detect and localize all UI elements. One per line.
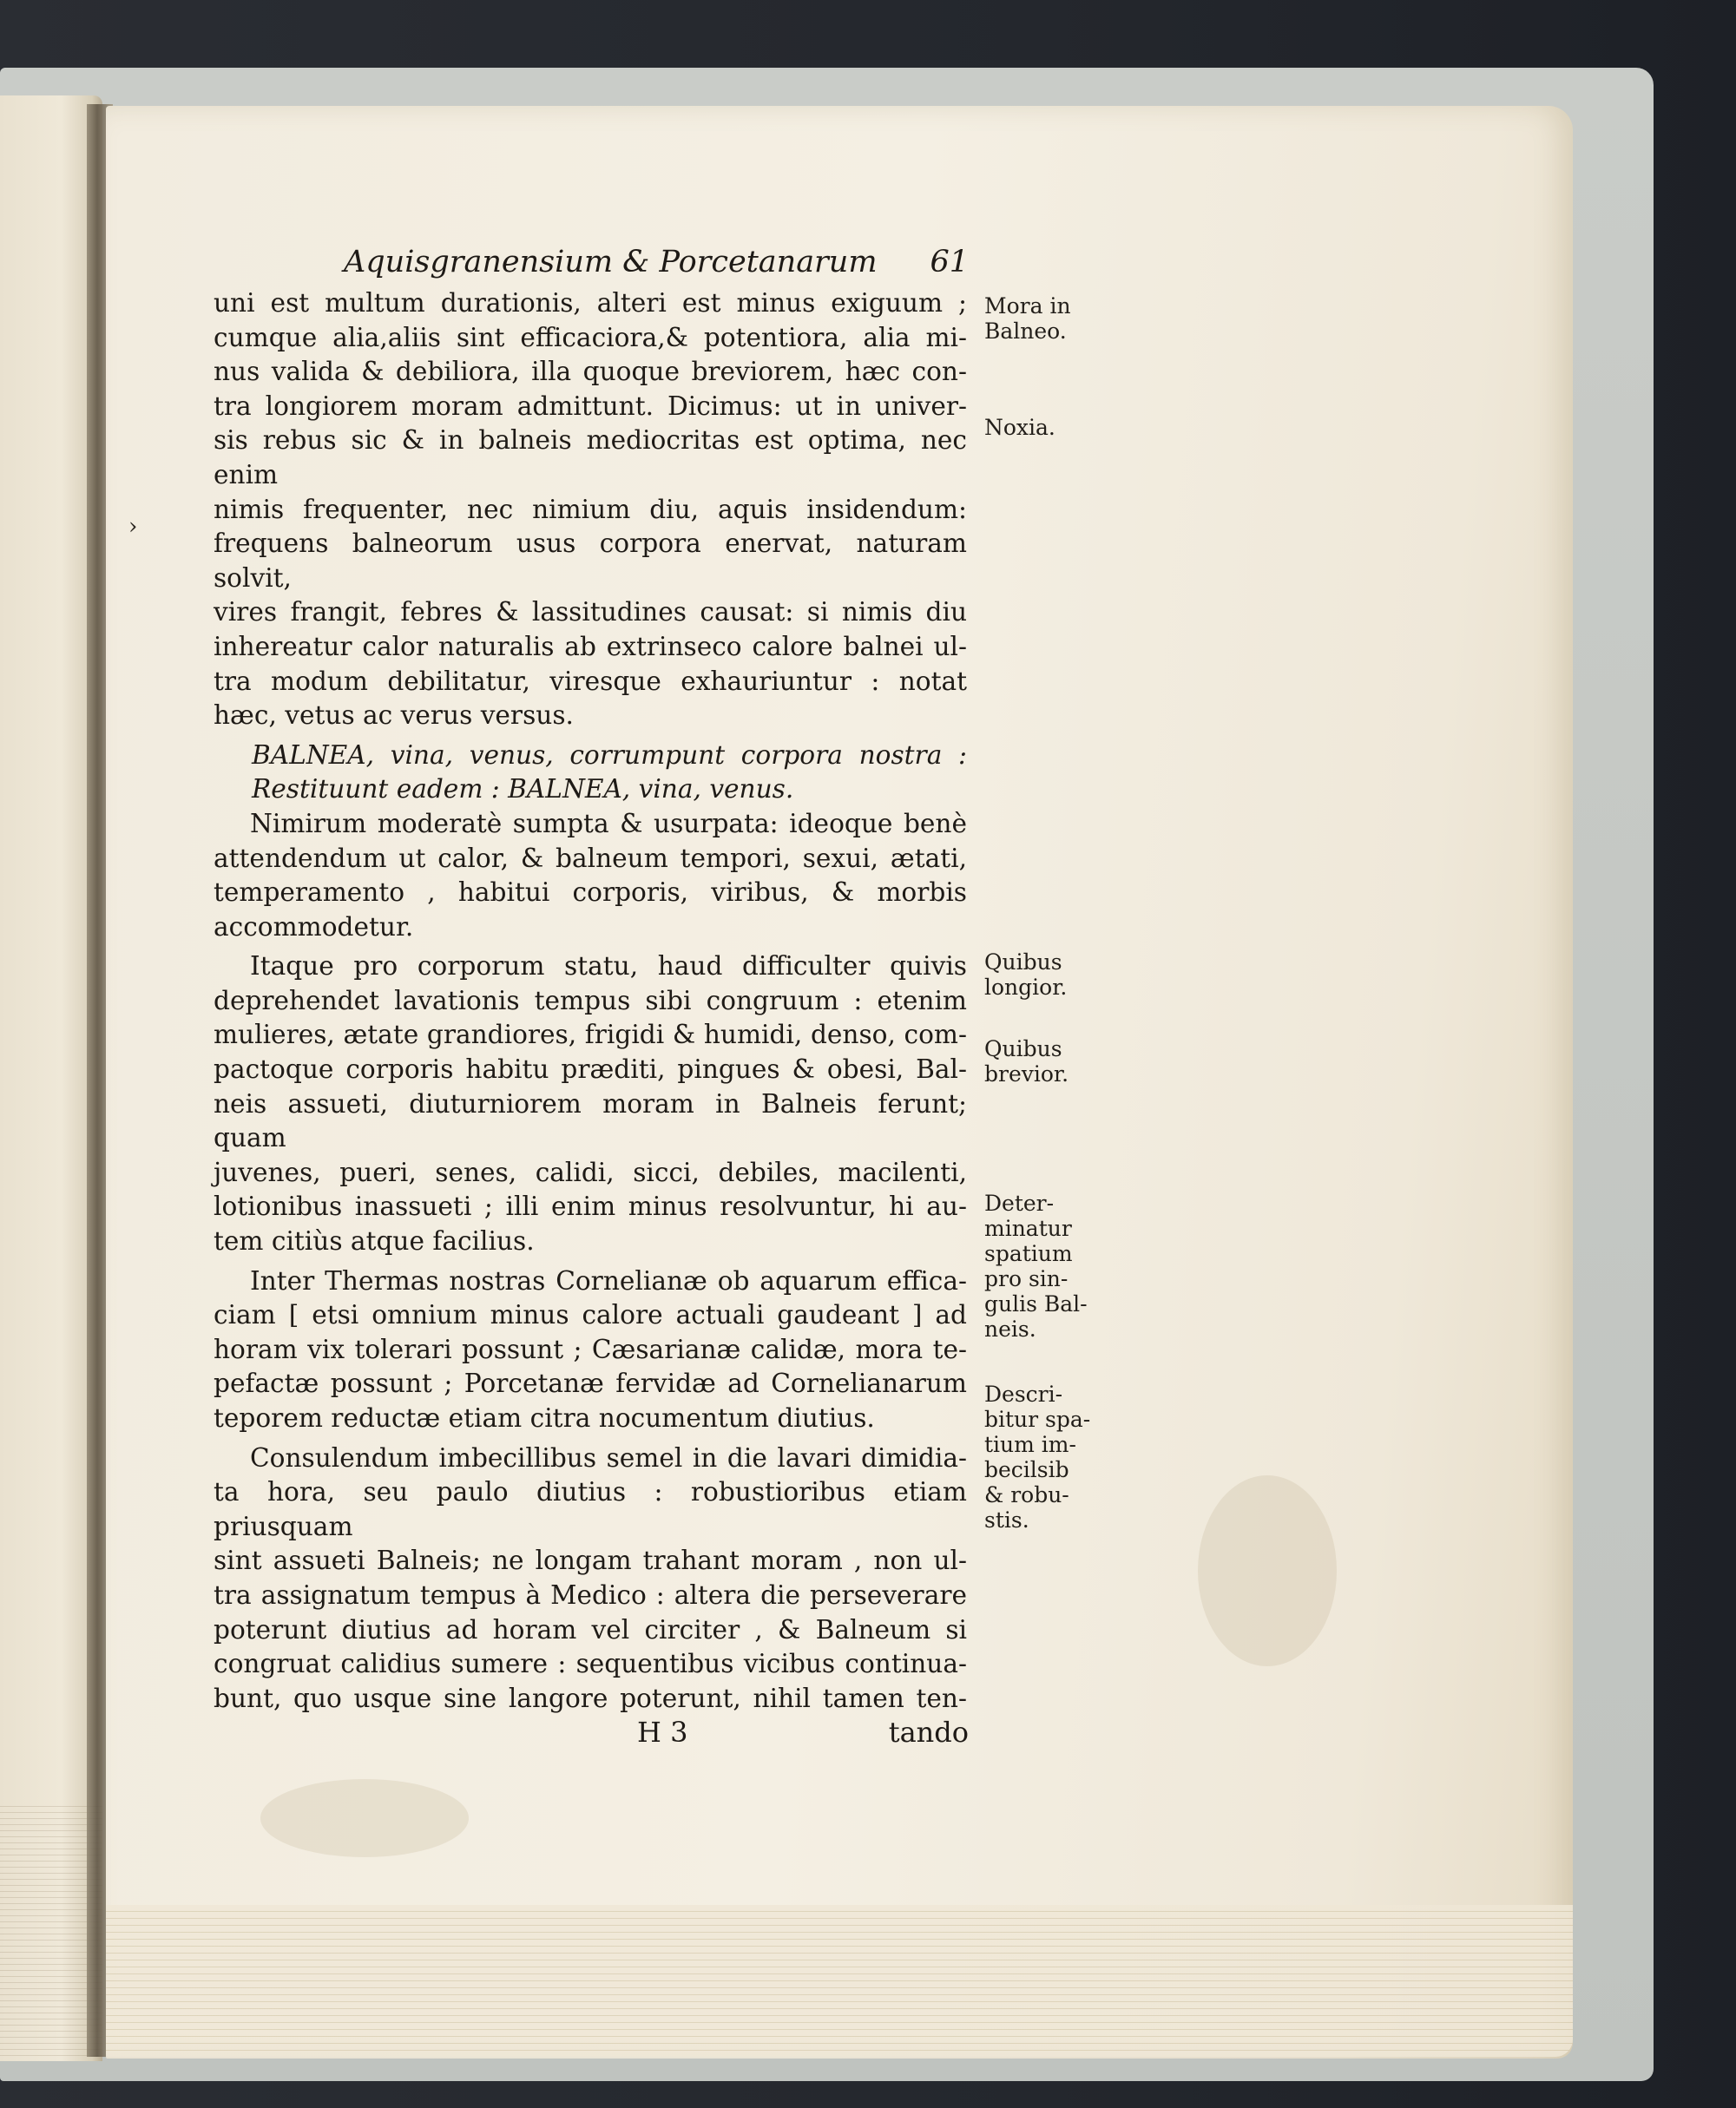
- text-line: uni est multum durationis, alteri est minus exiguum ;: [214, 288, 967, 318]
- text-line: Inter Thermas nostras Cornelianæ ob aquarum effica-: [250, 1265, 967, 1296]
- text-line: bunt, quo usque sine langore poterunt, nihil tamen ten-: [214, 1683, 967, 1713]
- text-line: pactoque corporis habitu præditi, pingues & obesi, Bal-: [214, 1054, 967, 1085]
- text-line: pefactæ possunt ; Porcetanæ fervidæ ad Cornelianarum: [214, 1369, 967, 1399]
- text-line: lotionibus inassueti ; illi enim minus resolvuntur, hi au-: [214, 1192, 967, 1222]
- margin-note-noxia: Noxia.: [984, 415, 1055, 440]
- text-line: ta hora, seu paulo diutius : robustioribus etiam priusquam: [214, 1477, 967, 1541]
- text-line: tem citiùs atque facilius.: [214, 1226, 535, 1257]
- paragraph-4: [214, 1264, 967, 1436]
- catchword: tando: [888, 1716, 969, 1750]
- signature-mark: H 3: [637, 1716, 688, 1750]
- text-line: frequens balneorum usus corpora enervat, naturam solvit,: [214, 529, 967, 593]
- text-line: Nimirum moderatè sumpta & usurpata: ideoque benè: [250, 808, 967, 838]
- text-line: mulieres, ætate grandiores, frigidi & humidi, denso, com-: [214, 1020, 967, 1050]
- paper-stain: [260, 1779, 469, 1857]
- text-line: cumque alia,aliis sint efficaciora,& potentiora, alia mi-: [214, 322, 967, 352]
- text-line: Consulendum imbecillibus semel in die lavari dimidia-: [250, 1442, 967, 1473]
- text-line: attendendum ut calor, & balneum tempori, sexui, ætati,: [214, 843, 967, 873]
- margin-note-describitur: Descri- bitur spa- tium im- becilsib & robu- stis.: [984, 1382, 1091, 1533]
- text-block: [214, 245, 967, 1754]
- margin-note-longior: Quibus longior.: [984, 949, 1068, 1000]
- paragraph-2: [214, 807, 967, 944]
- text-line: horam vix tolerari possunt ; Cæsarianæ calidæ, mora te-: [214, 1334, 967, 1364]
- paragraph-1: [214, 286, 967, 733]
- text-line: nimis frequenter, nec nimium diu, aquis insidendum:: [214, 494, 967, 524]
- running-head-title: Aquisgranensium & Porcetanarum: [344, 245, 878, 279]
- verse-quotation: [214, 739, 967, 807]
- page-number: 61: [930, 245, 969, 279]
- margin-note-mora: Mora in Balneo.: [984, 293, 1071, 344]
- text-line: inhereatur calor naturalis ab extrinseco calore balnei ul-: [214, 631, 967, 661]
- text-line: sint assueti Balneis; ne longam trahant moram , non ul-: [214, 1546, 967, 1576]
- running-head: [214, 245, 967, 286]
- text-line: accommodetur.: [214, 911, 414, 942]
- text-line: poterunt diutius ad horam vel circiter , & Balneum si: [214, 1614, 967, 1645]
- left-margin-mark: ›: [128, 514, 138, 540]
- text-line: tra longiorem moram admittunt. Dicimus: ut in univer-: [214, 391, 967, 421]
- text-line: congruat calidius sumere : sequentibus vicibus continua-: [214, 1649, 967, 1679]
- margin-note-brevior: Quibus brevior.: [984, 1036, 1069, 1087]
- text-line: teporem reductæ etiam citra nocumentum diutius.: [214, 1403, 875, 1433]
- text-line: tra modum debilitatur, viresque exhauriuntur : notat: [214, 666, 967, 696]
- text-line: hæc, vetus ac verus versus.: [214, 700, 574, 731]
- page-bottom-stack: [106, 1905, 1573, 2057]
- verse-line: Restituunt eadem : BALNEA, vina, venus.: [252, 774, 794, 804]
- page-footer: [214, 1716, 967, 1754]
- text-line: tra assignatum tempus à Medico : altera die perseverare: [214, 1579, 967, 1610]
- text-line: nus valida & debiliora, illa quoque breviorem, hæc con-: [214, 357, 967, 387]
- text-line: deprehendet lavationis tempus sibi congruum : etenim: [214, 985, 967, 1015]
- text-line: juvenes, pueri, senes, calidi, sicci, debiles, macilenti,: [214, 1157, 967, 1187]
- text-line: temperamento , habitui corporis, viribus, & morbis: [214, 877, 967, 908]
- margin-note-determinatur: Deter- minatur spatium pro sin- gulis Bal- neis.: [984, 1191, 1088, 1342]
- text-line: vires frangit, febres & lassitudines causat: si nimis diu: [214, 597, 967, 627]
- paragraph-3: [214, 949, 967, 1258]
- text-line: neis assueti, diuturniorem moram in Balneis ferunt; quam: [214, 1088, 967, 1153]
- paragraph-5: [214, 1441, 967, 1717]
- verse-line: BALNEA, vina, venus, corrumpunt corpora nostra :: [252, 739, 967, 770]
- text-line: ciam [ etsi omnium minus calore actuali gaudeant ] ad: [214, 1300, 967, 1330]
- text-line: sis rebus sic & in balneis mediocritas est optima, nec enim: [214, 425, 967, 489]
- paper-stain: [1198, 1475, 1337, 1666]
- text-line: Itaque pro corporum statu, haud difficulter quivis: [250, 951, 967, 982]
